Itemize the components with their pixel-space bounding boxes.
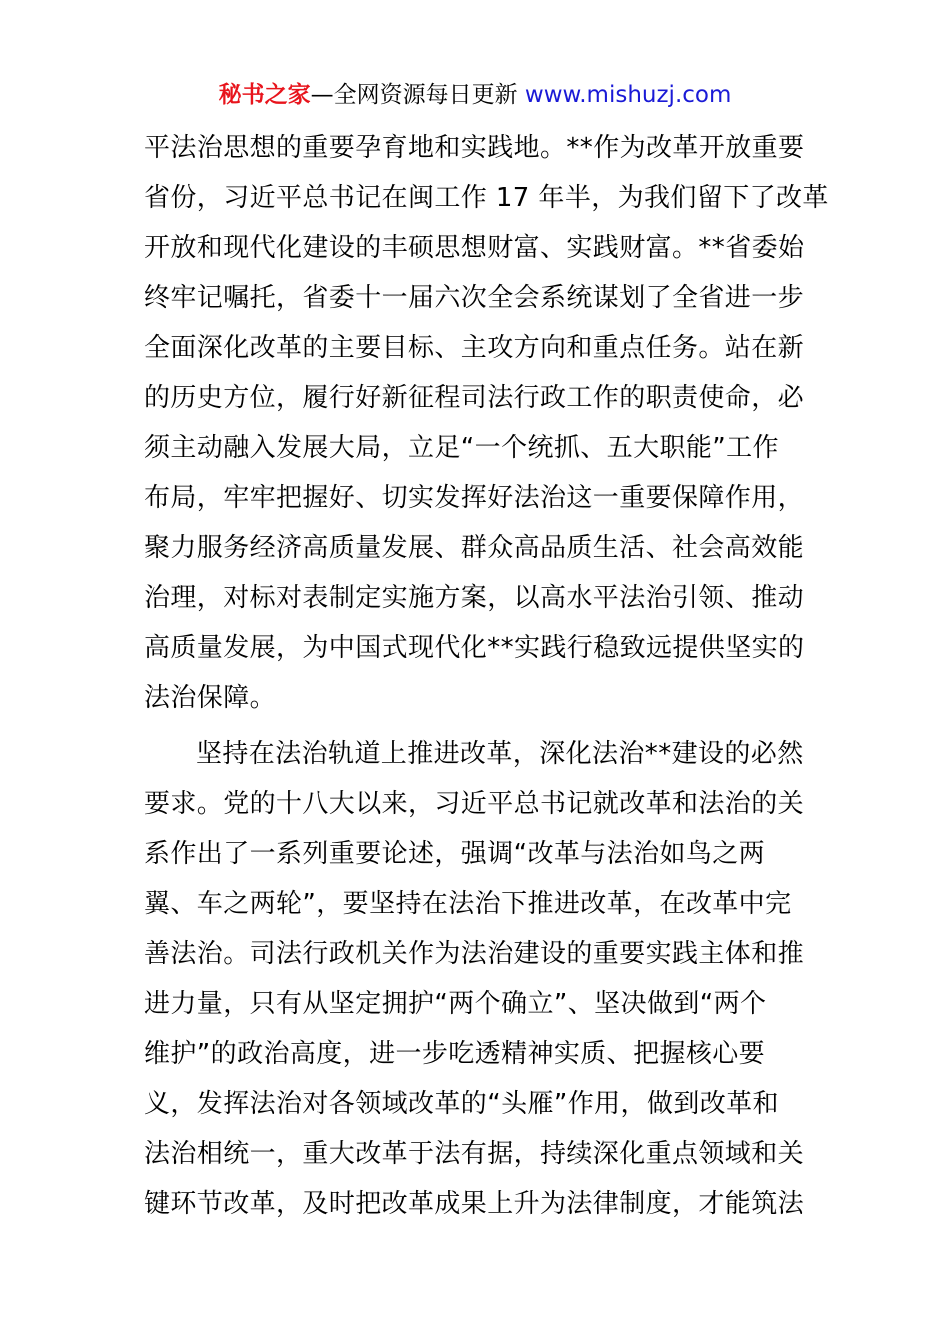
paragraph-line: 布局，牢牢把握好、切实发挥好法治这一重要保障作用， (144, 483, 805, 513)
paragraph-line: 键环节改革，及时把改革成果上升为法律制度，才能筑法 (144, 1189, 805, 1219)
site-header (0, 78, 950, 112)
site-url-link[interactable]: www.mishuzj.com (524, 82, 732, 108)
paragraph-line: 要求。党的十八大以来，习近平总书记就改革和法治的关 (144, 789, 805, 819)
paragraph-line: 开放和现代化建设的丰硕思想财富、实践财富。**省委始 (144, 233, 805, 263)
paragraph-line: 系作出了一系列重要论述，强调“改革与法治如鸟之两 (144, 839, 766, 869)
paragraph-2 (144, 729, 812, 1229)
paragraph-line: 治理，对标对表制定实施方案，以高水平法治引领、推动 (144, 583, 805, 613)
paragraph-line: 法治保障。 (144, 683, 277, 713)
paragraph-line: 翼、车之两轮”，要坚持在法治下推进改革，在改革中完 (144, 889, 792, 919)
paragraph-line: 进力量，只有从坚定拥护“两个确立”、坚决做到“两个 (144, 989, 767, 1019)
paragraph-line: 平法治思想的重要孕育地和实践地。**作为改革开放重要 (144, 133, 805, 163)
header-tagline: —全网资源每日更新 (310, 82, 525, 108)
paragraph-line: 省份，习近平总书记在闽工作 17 年半，为我们留下了改革 (144, 183, 829, 213)
document-body (144, 123, 829, 1229)
paragraph-1 (144, 123, 829, 723)
paragraph-line: 坚持在法治轨道上推进改革，深化法治**建设的必然 (196, 739, 804, 769)
paragraph-line: 维护”的政治高度，进一步吃透精神实质、把握核心要 (144, 1039, 766, 1069)
paragraph-line: 善法治。司法行政机关作为法治建设的重要实践主体和推 (144, 939, 805, 969)
paragraph-line: 聚力服务经济高质量发展、群众高品质生活、社会高效能 (144, 533, 805, 563)
paragraph-line: 义，发挥法治对各领域改革的“头雁”作用，做到改革和 (144, 1089, 779, 1119)
paragraph-line: 终牢记嘱托，省委十一届六次全会系统谋划了全省进一步 (144, 283, 805, 313)
paragraph-line: 须主动融入发展大局，立足“一个统抓、五大职能”工作 (144, 433, 779, 463)
paragraph-line: 的历史方位，履行好新征程司法行政工作的职责使命，必 (144, 383, 805, 413)
paragraph-line: 法治相统一，重大改革于法有据，持续深化重点领域和关 (144, 1139, 805, 1169)
brand-name: 秘书之家 (218, 82, 311, 108)
paragraph-line: 高质量发展，为中国式现代化**实践行稳致远提供坚实的 (144, 633, 805, 663)
paragraph-line: 全面深化改革的主要目标、主攻方向和重点任务。站在新 (144, 333, 805, 363)
